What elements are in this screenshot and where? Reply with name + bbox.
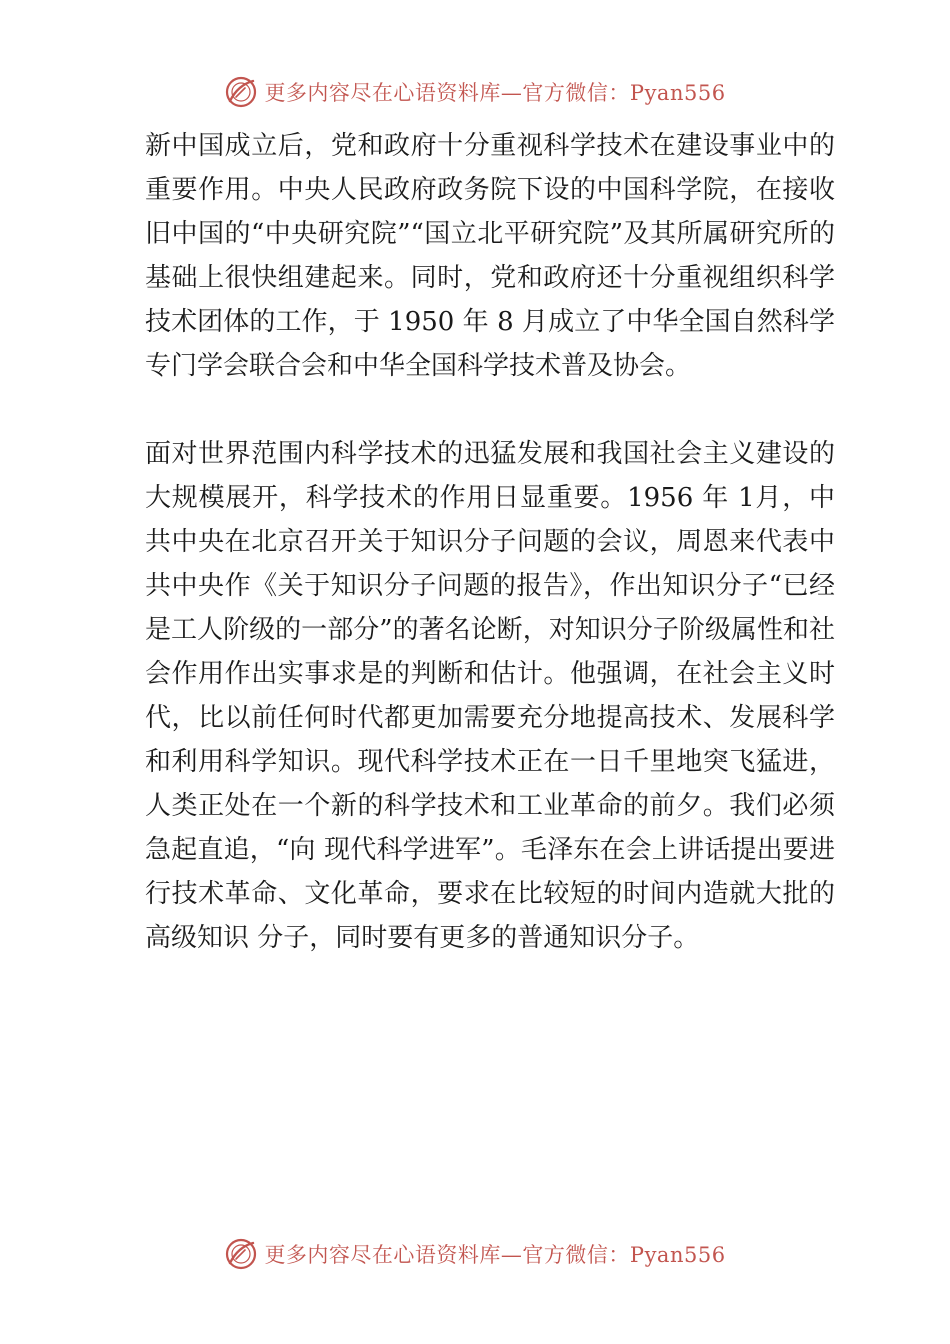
paragraph-1: 新中国成立后，党和政府十分重视科学技术在建设事业中的重要作用。中央人民政府政务院下设的中国科学院，在接收旧中国的“中央研究院”“国立北平研究院”及其所属研究所的基础上很快组建起来。同时，党和政府还十分重视组织科学技术团体的工作，于 1950 年 8 月成立了中华全国自然科学专门学会联合会和中华全国科学技术普及协会。 (145, 131, 835, 381)
footer-banner-text: 更多内容尽在心语资料库—官方微信：Pyan556 (264, 1243, 726, 1267)
paragraph-2: 面对世界范围内科学技术的迅猛发展和我国社会主义建设的大规模展开，科学技术的作用日显重要。1956 年 1月，中共中央在北京召开关于知识分子问题的会议，周恩来代表中共中央作《关于知识分子问题的报告》，作出知识分子“已经是工人阶级的一部分”的著名论断，对知识分子阶级属性和社会作用作出实事求是的判断和估计。他强调，在社会主义时代，比以前任何时代都更加需要充分地提高技术、发展科学和利用科学知识。现代科学技术正在一日千里地突飞猛进，人类正处在一个新的科学技术和工业革命的前夕。我们必须急起直追，“向 现代科学进军”。毛泽东在会上讲话提出要进行技术革命、文化革命，要求在比较短的时间内造就大批的高级知识 分子，同时要有更多的普通知识分子。 (145, 439, 835, 953)
header-banner (0, 72, 950, 112)
brand-logo-icon (224, 1237, 258, 1271)
footer-banner (0, 1234, 950, 1274)
brand-logo-icon (224, 75, 258, 109)
article-body (145, 124, 835, 960)
header-banner-text: 更多内容尽在心语资料库—官方微信：Pyan556 (264, 81, 726, 105)
